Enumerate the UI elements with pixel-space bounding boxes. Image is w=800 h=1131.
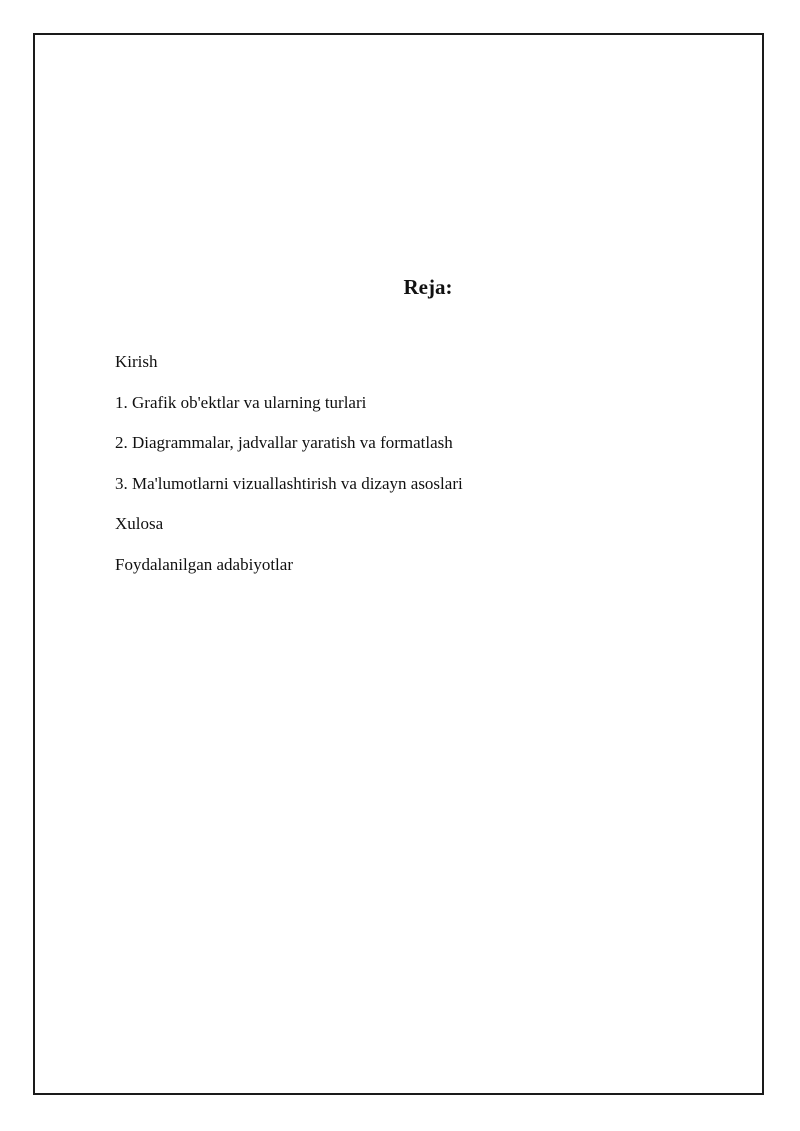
page-title: Reja: bbox=[403, 275, 453, 299]
plan-item-references: Foydalanilgan adabiyotlar bbox=[115, 554, 293, 574]
plan-item-introduction: Kirish bbox=[115, 352, 158, 371]
plan-item-conclusion: Xulosa bbox=[115, 514, 164, 533]
plan-item-1: 1. Grafik ob'ektlar va ularning turlari bbox=[115, 392, 367, 412]
plan-item-3: 3. Ma'lumotlarni vizuallashtirish va dizayn asoslari bbox=[115, 473, 463, 493]
plan-list bbox=[115, 348, 463, 591]
plan-item-2: 2. Diagrammalar, jadvallar yaratish va formatlash bbox=[115, 433, 453, 452]
